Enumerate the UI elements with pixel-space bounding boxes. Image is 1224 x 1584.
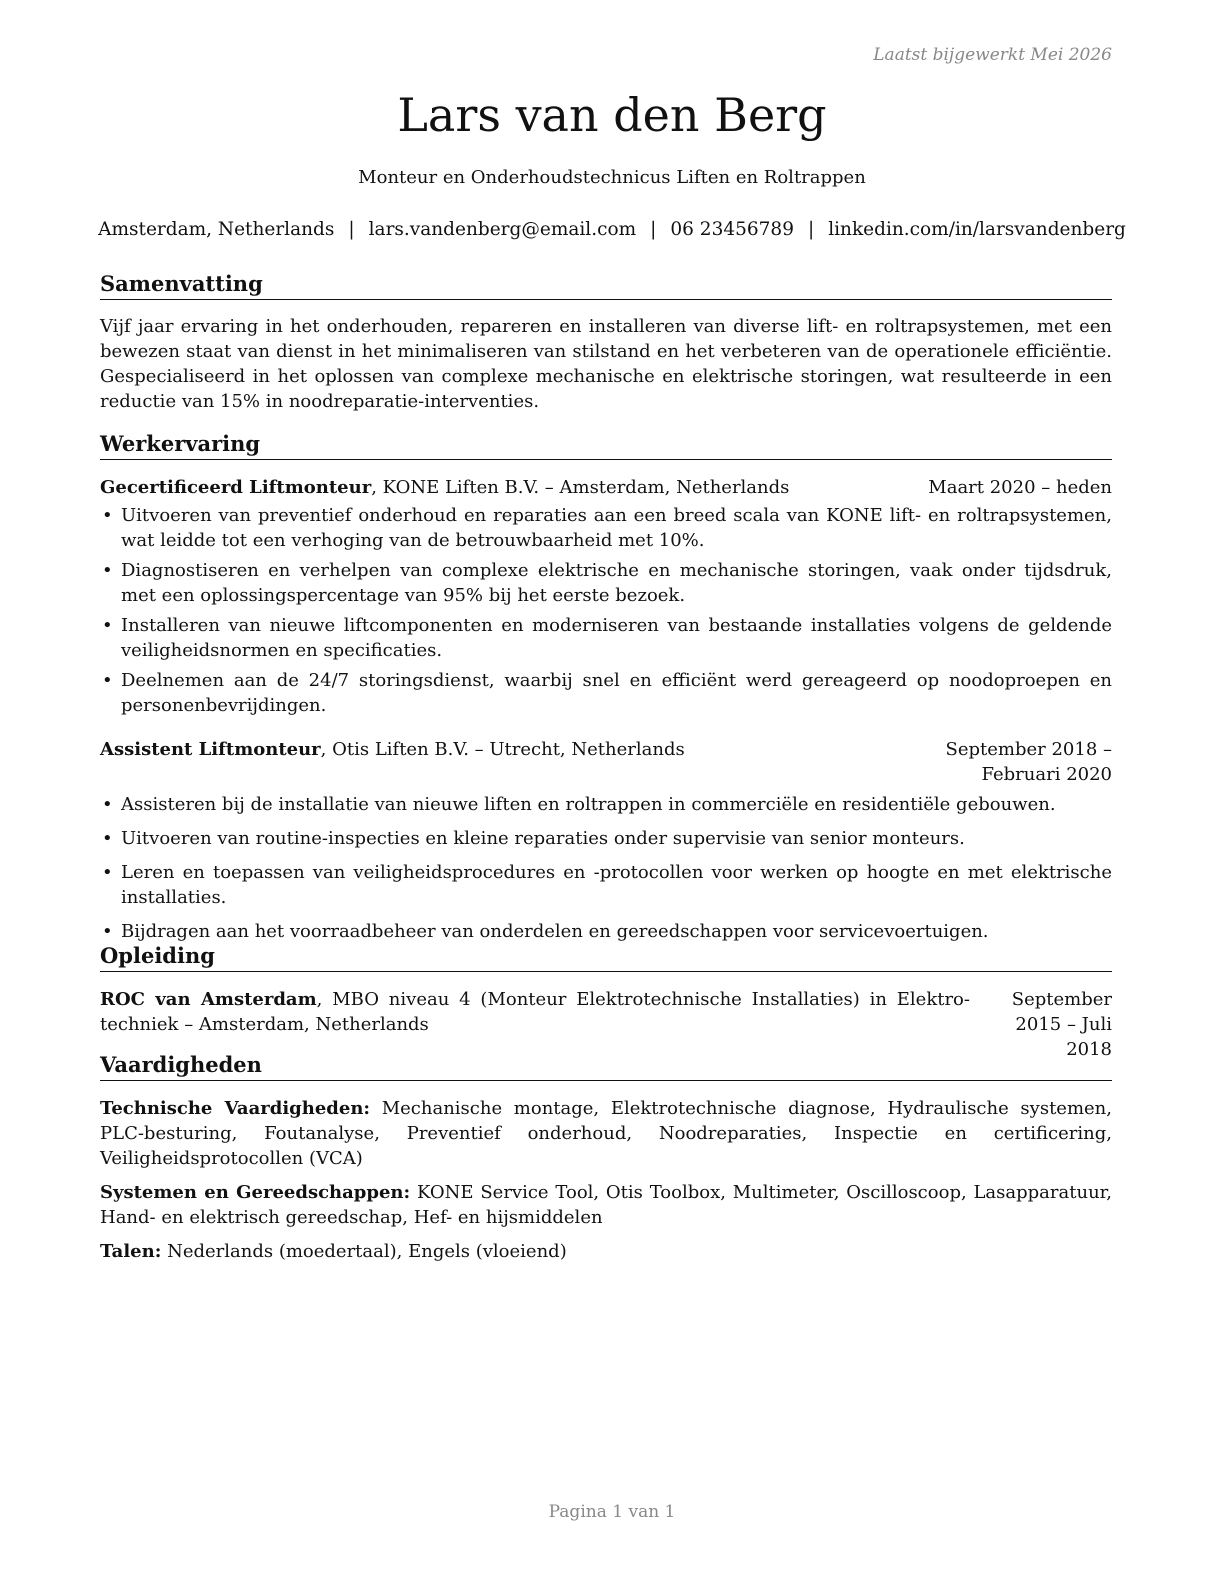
education-dates: September 2015 – Juli 2018	[1011, 989, 1112, 1060]
job-company: , KONE Liften B.V. – Amsterdam, Netherlands	[371, 477, 790, 498]
experience-section	[100, 430, 1112, 953]
job-bullets	[100, 503, 1112, 718]
contact-separator: |	[807, 219, 815, 240]
job-title-line	[100, 737, 685, 762]
job-bullet: • Bijdragen aan het voorraadbeheer van onderdelen en gereedschappen voor servicevoertuigen.	[100, 919, 1112, 944]
contact-separator: |	[348, 219, 355, 240]
contact-line	[0, 219, 1224, 240]
summary-heading: Samenvatting	[100, 270, 1112, 300]
job-dates: September 2018 – Februari 2020	[945, 739, 1112, 785]
summary-section	[100, 270, 1112, 414]
job-bullets	[100, 792, 1112, 944]
job-role: Assistent Liftmonteur	[100, 739, 321, 760]
skill-label: Systemen en Gereedschappen:	[100, 1182, 411, 1203]
skill-row	[100, 1096, 1112, 1171]
skill-row	[100, 1180, 1112, 1230]
skill-value: Mechanische montage, Elektrotechnische diagnose, Hydraulische systemen, PLC-besturing, Foutanalyse, Preventief onderhoud, Noodreparaties, Inspectie en certificering, Veiligheidsprotocollen (VCA)	[100, 1098, 1112, 1169]
skill-label: Talen:	[100, 1241, 162, 1262]
skills-heading: Vaardigheden	[100, 1051, 1112, 1081]
job-dates: Maart 2020 – heden	[928, 477, 1112, 498]
education-heading: Opleiding	[100, 942, 1112, 972]
experience-heading: Werkervaring	[100, 430, 1112, 460]
contact-email-link[interactable]: lars.vandenberg@email.com	[368, 219, 637, 240]
education-school: ROC van Amsterdam	[100, 989, 317, 1010]
education-detail: , MBO niveau 4 (Monteur Elektrotechnische Installaties) in Elektrotechniek – Amsterdam, Netherlands	[100, 989, 970, 1035]
skill-value: KONE Service Tool, Otis Toolbox, Multimeter, Oscilloscoop, Lasapparatuur, Hand- en elektrisch gereedschap, Hef- en hijsmiddelen	[100, 1182, 1113, 1228]
job-bullet: • Uitvoeren van routine-inspecties en kleine reparaties onder supervisie van senior monteurs.	[100, 826, 1112, 851]
contact-separator: |	[650, 219, 657, 240]
skill-label: Technische Vaardigheden:	[100, 1098, 371, 1119]
job-bullet: • Diagnostiseren en verhelpen van complexe elektrische en mechanische storingen, vaak onder tijdsdruk, met een oplossingspercentage van 95% bij het eerste bezoek.	[100, 558, 1112, 608]
contact-linkedin-link[interactable]: linkedin.com/in/larsvandenberg	[828, 219, 1126, 240]
job-header	[100, 475, 1112, 500]
contact-phone: 06 23456789	[670, 219, 794, 240]
candidate-title: Monteur en Onderhoudstechnicus Liften en Roltrappen	[358, 167, 866, 188]
summary-text: Vijf jaar ervaring in het onderhouden, repareren en installeren van diverse lift- en roltrapsystemen, met een bewezen staat van dienst in het minimaliseren van stilstand en het verbeteren van de operationele efficiëntie. Gespecialiseerd in het oplossen van complexe mechanische en elektrische storingen, wat resulteerde in een reductie van 15% in noodreparatie-interventies.	[100, 316, 1112, 412]
candidate-name: Lars van den Berg	[397, 88, 827, 142]
page-number: Pagina 1 van 1	[548, 1502, 676, 1522]
education-section	[100, 942, 1112, 1062]
last-updated-note: Laatst bijgewerkt Mei 2026	[873, 45, 1112, 65]
job-bullet: • Installeren van nieuwe liftcomponenten en moderniseren van bestaande installaties volgens de geldende veiligheidsnormen en specificaties.	[100, 613, 1112, 663]
skill-row	[100, 1239, 1112, 1264]
job-role: Gecertificeerd Liftmonteur	[100, 477, 372, 498]
job-title-line	[100, 475, 789, 500]
job-bullet: • Deelnemen aan de 24/7 storingsdienst, waarbij snel en efficiënt werd gereageerd op noodoproepen en personenbevrijdingen.	[100, 668, 1112, 718]
job-header	[100, 737, 1112, 787]
contact-location: Amsterdam, Netherlands	[98, 219, 335, 240]
job-bullet: • Uitvoeren van preventief onderhoud en reparaties aan een breed scala van KONE lift- en roltrapsystemen, wat leidde tot een verhoging van de betrouwbaarheid met 10%.	[100, 503, 1112, 553]
job-company: , Otis Liften B.V. – Utrecht, Netherlands	[320, 739, 685, 760]
skill-value: Nederlands (moedertaal), Engels (vloeiend)	[161, 1241, 567, 1262]
job-bullet: • Assisteren bij de installatie van nieuwe liften en roltrappen in commerciële en residentiële gebouwen.	[100, 792, 1112, 817]
job-bullet: • Leren en toepassen van veiligheidsprocedures en -protocollen voor werken op hoogte en met elektrische installaties.	[100, 860, 1112, 910]
skills-section	[100, 1051, 1112, 1264]
education-detail-line	[100, 987, 970, 1037]
